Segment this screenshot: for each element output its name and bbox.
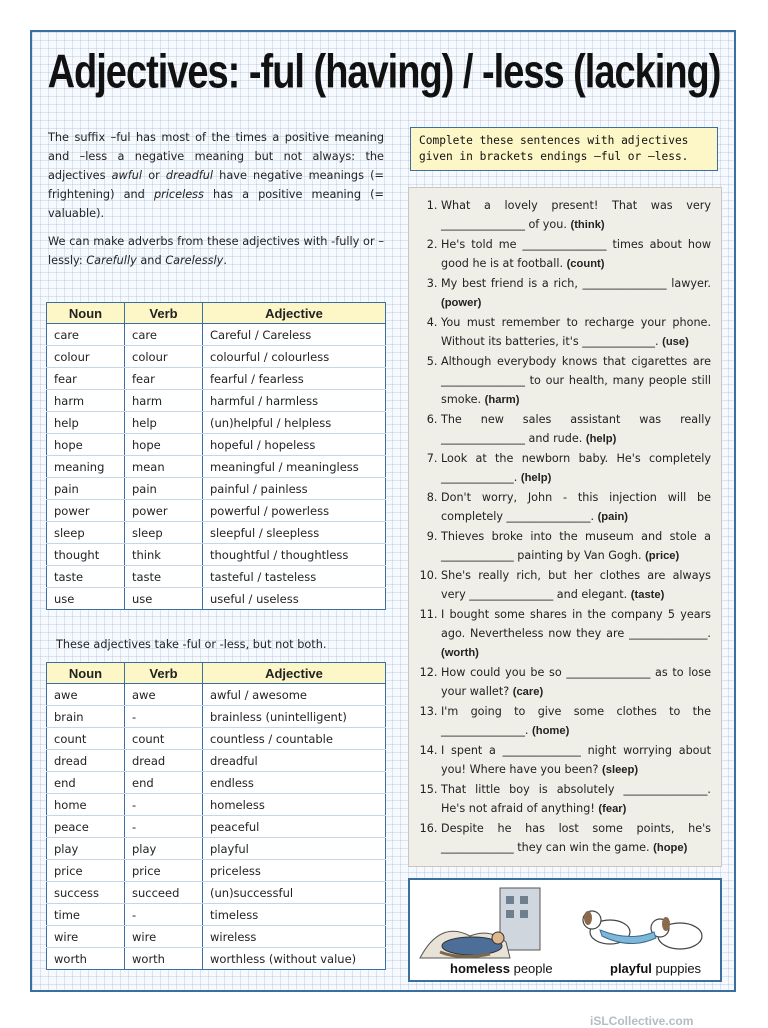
exercise-item	[441, 352, 711, 410]
noun-cell: count	[47, 728, 125, 750]
verb-cell: play	[125, 838, 203, 860]
adjective-cell: homeless	[203, 794, 386, 816]
intro-text: or	[142, 169, 166, 182]
adjective-cell: dreadful	[203, 750, 386, 772]
header-adjective: Adjective	[203, 663, 386, 684]
header-noun: Noun	[47, 303, 125, 324]
exercise-item	[441, 702, 711, 741]
noun-cell: hope	[47, 434, 125, 456]
note-both: These adjectives take -ful or -less, but not both.	[56, 638, 327, 651]
exercise-item	[441, 313, 711, 352]
exercise-item	[441, 235, 711, 274]
noun-cell: dread	[47, 750, 125, 772]
noun-cell: thought	[47, 544, 125, 566]
window-shape	[506, 910, 514, 918]
adjective-cell: harmful / harmless	[203, 390, 386, 412]
exercise-item	[441, 449, 711, 488]
exercise-sentence: Thieves broke into the museum and stole a _____________ painting by Van Gogh.	[441, 530, 711, 562]
verb-cell: harm	[125, 390, 203, 412]
table-row	[47, 324, 386, 346]
noun-cell: fear	[47, 368, 125, 390]
exercise-sentence: You must remember to recharge your phone. Without its batteries, it's _____________.	[441, 316, 711, 348]
exercise-hint: (price)	[645, 550, 680, 562]
verb-cell: wire	[125, 926, 203, 948]
adjective-cell: Careful / Careless	[203, 324, 386, 346]
table-row	[47, 816, 386, 838]
instructions-box: Complete these sentences with adjectives given in brackets endings –ful or –less.	[410, 127, 718, 171]
noun-cell: care	[47, 324, 125, 346]
adjective-cell: peaceful	[203, 816, 386, 838]
table-row	[47, 566, 386, 588]
exercise-hint: (worth)	[441, 647, 479, 659]
exercise-sentence: She's really rich, but her clothes are always very _______________ and elegant.	[441, 569, 711, 601]
example-word: dreadful	[165, 169, 214, 182]
exercise-item	[441, 741, 711, 780]
adjective-cell: powerful / powerless	[203, 500, 386, 522]
noun-cell: wire	[47, 926, 125, 948]
example-word: awful	[111, 169, 143, 182]
verb-cell: sleep	[125, 522, 203, 544]
table-row	[47, 882, 386, 904]
noun-cell: use	[47, 588, 125, 610]
verb-cell: hope	[125, 434, 203, 456]
exercise-item	[441, 527, 711, 566]
table-row	[47, 750, 386, 772]
adjective-cell: playful	[203, 838, 386, 860]
noun-cell: meaning	[47, 456, 125, 478]
verb-cell: fear	[125, 368, 203, 390]
adjective-cell: awful / awesome	[203, 684, 386, 706]
exercise-item	[441, 410, 711, 449]
table-row	[47, 368, 386, 390]
adjective-cell: countless / countable	[203, 728, 386, 750]
noun-cell: awe	[47, 684, 125, 706]
intro-text: The suffix –ful has most of the times a positive meaning and –less a negative meaning but not always: the adjectives	[48, 131, 384, 182]
exercise-hint: (care)	[512, 686, 544, 698]
noun-cell: pain	[47, 478, 125, 500]
exercise-hint: (hope)	[653, 842, 688, 854]
intro-text: have negative meanings (= frightening) and	[48, 169, 384, 201]
example-word: Carelessly	[165, 254, 224, 267]
exercise-item	[441, 196, 711, 235]
intro-text: We can make adverbs from these adjectives with -fully or –lessly:	[48, 235, 384, 267]
adjective-cell: (un)helpful / helpless	[203, 412, 386, 434]
table-row	[47, 390, 386, 412]
exercise-sentence: My best friend is a rich, _______________ lawyer.	[441, 277, 711, 290]
adjective-cell: priceless	[203, 860, 386, 882]
table-row	[47, 904, 386, 926]
noun-cell: peace	[47, 816, 125, 838]
noun-cell: colour	[47, 346, 125, 368]
header-verb: Verb	[125, 303, 203, 324]
exercise-hint: (taste)	[630, 589, 665, 601]
exercise-item	[441, 663, 711, 702]
word-table-1	[46, 302, 386, 610]
intro-text: and	[136, 254, 166, 267]
table-row	[47, 794, 386, 816]
adjective-cell: (un)successful	[203, 882, 386, 904]
exercise-item	[441, 274, 711, 313]
exercise-item	[441, 605, 711, 663]
table-row	[47, 434, 386, 456]
noun-cell: time	[47, 904, 125, 926]
verb-cell: think	[125, 544, 203, 566]
exercise-sentence: How could you be so _______________ as to lose your wallet?	[441, 666, 711, 698]
exercise-item	[441, 566, 711, 605]
noun-cell: sleep	[47, 522, 125, 544]
exercise-hint: (think)	[570, 219, 605, 231]
exercise-hint: (sleep)	[602, 764, 639, 776]
exercise-hint: (use)	[662, 336, 689, 348]
caption-playful: playful puppies	[610, 961, 702, 976]
verb-cell: mean	[125, 456, 203, 478]
verb-cell: pain	[125, 478, 203, 500]
exercise-sentence: Look at the newborn baby. He's completely _____________.	[441, 452, 711, 484]
exercise-item	[441, 819, 711, 858]
intro-paragraph-2	[48, 232, 384, 270]
exercise-sentence: What a lovely present! That was very _______________ of you.	[441, 199, 711, 231]
exercise-hint: (pain)	[597, 511, 629, 523]
noun-cell: play	[47, 838, 125, 860]
exercise-sentence: Although everybody knows that cigarettes are _______________ to our health, many people still smoke.	[441, 355, 711, 406]
adjective-cell: endless	[203, 772, 386, 794]
caption-homeless: homeless people	[450, 961, 553, 976]
table-row	[47, 346, 386, 368]
exercise-hint: (count)	[566, 258, 605, 270]
noun-cell: price	[47, 860, 125, 882]
page-title: Adjectives: -ful (having) / -less (lacking)	[47, 46, 721, 99]
noun-cell: power	[47, 500, 125, 522]
table-row	[47, 948, 386, 970]
verb-cell: colour	[125, 346, 203, 368]
verb-cell: power	[125, 500, 203, 522]
verb-cell: dread	[125, 750, 203, 772]
header-adjective: Adjective	[203, 303, 386, 324]
adjective-cell: sleepful / sleepless	[203, 522, 386, 544]
header-noun: Noun	[47, 663, 125, 684]
table-row	[47, 478, 386, 500]
word-table-2	[46, 662, 386, 970]
table-row	[47, 860, 386, 882]
puppy-ear-shape	[662, 917, 670, 931]
table-row	[47, 838, 386, 860]
adjective-cell: colourful / colourless	[203, 346, 386, 368]
verb-cell: -	[125, 816, 203, 838]
verb-cell: end	[125, 772, 203, 794]
adjective-cell: thoughtful / thoughtless	[203, 544, 386, 566]
adjective-cell: useful / useless	[203, 588, 386, 610]
adjective-cell: painful / painless	[203, 478, 386, 500]
table-row	[47, 926, 386, 948]
exercise-hint: (help)	[585, 433, 617, 445]
verb-cell: care	[125, 324, 203, 346]
verb-cell: help	[125, 412, 203, 434]
noun-cell: home	[47, 794, 125, 816]
noun-cell: end	[47, 772, 125, 794]
exercise-list	[409, 188, 721, 858]
exercise-hint: (harm)	[484, 394, 520, 406]
intro-paragraph-1	[48, 128, 384, 223]
noun-cell: harm	[47, 390, 125, 412]
verb-cell: use	[125, 588, 203, 610]
adjective-cell: brainless (unintelligent)	[203, 706, 386, 728]
exercise-hint: (fear)	[598, 803, 627, 815]
exercise-sentence: I spent a ______________ night worrying about you! Where have you been?	[441, 744, 711, 776]
exercise-hint: (power)	[441, 297, 482, 309]
adjective-cell: worthless (without value)	[203, 948, 386, 970]
noun-cell: taste	[47, 566, 125, 588]
noun-cell: brain	[47, 706, 125, 728]
exercise-sentence: Despite he has lost some points, he's _____________ they can win the game.	[441, 822, 711, 854]
illustration	[408, 878, 722, 982]
table-row	[47, 500, 386, 522]
verb-cell: -	[125, 794, 203, 816]
table-row	[47, 588, 386, 610]
intro-text: has a positive meaning (= valuable).	[48, 188, 384, 220]
exercise-item	[441, 780, 711, 819]
noun-cell: worth	[47, 948, 125, 970]
adjective-cell: timeless	[203, 904, 386, 926]
table-row	[47, 412, 386, 434]
exercise-sentence: The new sales assistant was really _______________ and rude.	[441, 413, 711, 445]
person-head-shape	[492, 932, 504, 944]
exercise-sentence: He's told me _______________ times about how good he is at football.	[441, 238, 711, 270]
table-row	[47, 772, 386, 794]
verb-cell: awe	[125, 684, 203, 706]
verb-cell: count	[125, 728, 203, 750]
table-row	[47, 706, 386, 728]
table-row	[47, 728, 386, 750]
exercise-sentence: I bought some shares in the company 5 years ago. Nevertheless now they are ______________.	[441, 608, 711, 640]
site-watermark: iSLCollective.com	[590, 1014, 694, 1028]
puppy-ear-shape	[584, 911, 592, 925]
window-shape	[506, 896, 514, 904]
verb-cell: worth	[125, 948, 203, 970]
verb-cell: -	[125, 706, 203, 728]
table-row	[47, 544, 386, 566]
exercise-sentence: Don't worry, John - this injection will be completely _______________.	[441, 491, 711, 523]
verb-cell: -	[125, 904, 203, 926]
worksheet	[30, 30, 736, 992]
exercise-hint: (help)	[520, 472, 552, 484]
intro-text: .	[223, 254, 227, 267]
exercise-item	[441, 488, 711, 527]
table-row	[47, 522, 386, 544]
adjective-cell: fearful / fearless	[203, 368, 386, 390]
adjective-cell: wireless	[203, 926, 386, 948]
verb-cell: succeed	[125, 882, 203, 904]
exercise-sentence: I'm going to give some clothes to the _______________.	[441, 705, 711, 737]
adjective-cell: hopeful / hopeless	[203, 434, 386, 456]
noun-cell: success	[47, 882, 125, 904]
table-row	[47, 456, 386, 478]
exercise-panel	[408, 187, 722, 867]
noun-cell: help	[47, 412, 125, 434]
example-word: Carefully	[86, 254, 137, 267]
verb-cell: price	[125, 860, 203, 882]
example-word: priceless	[153, 188, 204, 201]
window-shape	[520, 910, 528, 918]
exercise-sentence: That little boy is absolutely _______________. He's not afraid of anything!	[441, 783, 711, 815]
adjective-cell: meaningful / meaningless	[203, 456, 386, 478]
table-row	[47, 684, 386, 706]
exercise-hint: (home)	[532, 725, 570, 737]
window-shape	[520, 896, 528, 904]
verb-cell: taste	[125, 566, 203, 588]
header-verb: Verb	[125, 663, 203, 684]
adjective-cell: tasteful / tasteless	[203, 566, 386, 588]
